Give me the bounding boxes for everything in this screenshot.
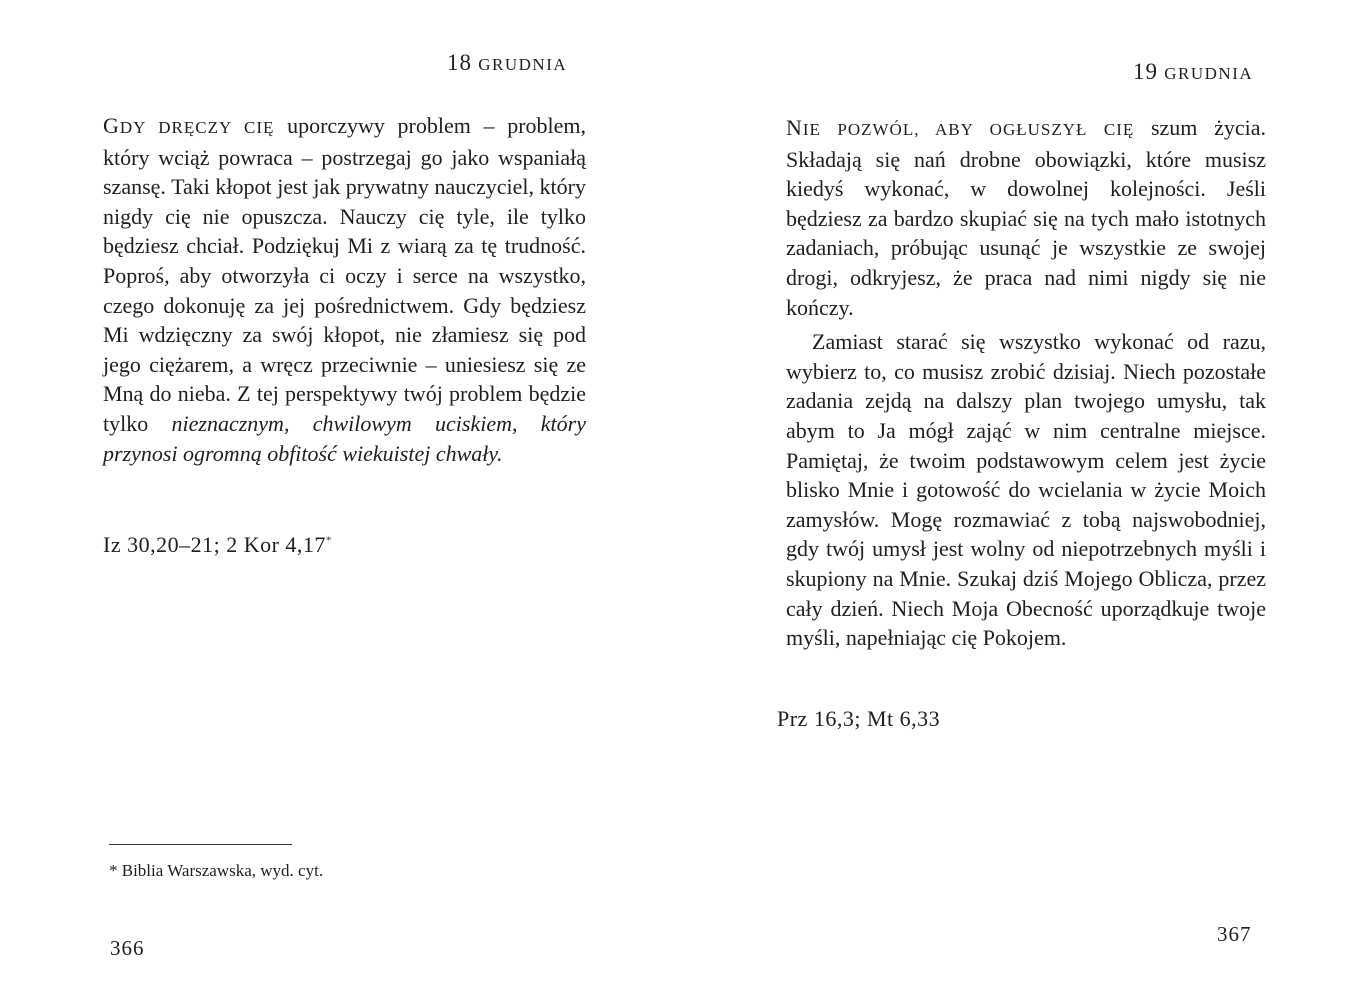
right-page-number: 367 <box>1217 922 1252 946</box>
left-body-paragraph <box>103 111 586 468</box>
footnote-rule <box>109 844 292 845</box>
left-scripture-reference: Iz 30,20–21; 2 Kor 4,17* <box>103 532 332 557</box>
left-page-number: 366 <box>110 936 145 960</box>
left-page-header <box>447 50 567 76</box>
right-page-header <box>1133 59 1253 85</box>
right-lead-in: NIE POZWÓL, ABY OGŁUSZYŁ CIĘ <box>786 115 1135 140</box>
left-page <box>0 0 679 1000</box>
right-header-day: 19 <box>1133 59 1158 84</box>
right-scripture-reference: Prz 16,3; Mt 6,33 <box>777 706 941 731</box>
right-page-body <box>786 113 1266 653</box>
left-lead-in: GDY DRĘCZY CIĘ <box>103 113 275 138</box>
left-body-italic-quote: nieznacznym, chwilowym uciskiem, który przynosi ogromną obfitość wiekuistej chwały. <box>103 410 586 466</box>
left-header-day: 18 <box>447 50 472 75</box>
footnote-marker: * <box>325 534 332 547</box>
left-body-text: uporczywy problem – problem, który wciąż powraca – postrzegaj go jako wspaniałą szansę. Taki kłopot jest jak prywatny nauczyciel, który nigdy cię nie opuszcza. Nauczy cię tyle, ile tylko będziesz chciał. Podziękuj Mi z wiarą za tę trudność. Poproś, aby otworzyła ci oczy i serce na wszystko, czego dokonuję za jej pośrednictwem. Gdy będziesz Mi wdzięczny za swój kłopot, nie złamiesz się pod jego ciężarem, a wręcz przeciwnie – uniesiesz się ze Mną do nieba. Z tej perspektywy twój problem będzie tylko <box>103 113 587 436</box>
footnote: * Biblia Warszawska, wyd. cyt. <box>109 861 324 880</box>
right-body-paragraph-2: Zamiast starać się wszystko wykonać od razu, wybierz to, co musisz zrobić dzisiaj. Niech pozostałe zadania zejdą na dalszy plan twojego umysłu, tak abym to Ja mógł zająć w nim centralne miejsce. Pamiętaj, że twoim podstawowym celem jest życie blisko Mnie i gotowość do wcielania w życie Moich zamysłów. Mogę rozmawiać z tobą najswobodniej, gdy twój umysł jest wolny od niepotrzebnych myśli i skupiony na Mnie. Szukaj dziś Mojego Oblicza, przez cały dzień. Niech Moja Obecność uporządkuje twoje myśli, napełniając cię Pokojem. <box>786 329 1266 651</box>
right-body-text-1: szum życia. Składają się nań drobne obowiązki, które musisz kiedyś wykonać, w dowolnej kolejności. Jeśli będziesz za bardzo skupiać się na tych mało istotnych zadaniach, próbując usunąć je wszystkie ze swojej drogi, odkryjesz, że praca nad nimi nigdy się nie kończy. <box>786 115 1266 320</box>
left-header-month: GRUDNIA <box>478 55 568 74</box>
right-header-month: GRUDNIA <box>1164 64 1254 83</box>
right-page <box>679 0 1359 1000</box>
left-page-body <box>103 111 586 468</box>
right-body-paragraph-1 <box>786 113 1266 322</box>
